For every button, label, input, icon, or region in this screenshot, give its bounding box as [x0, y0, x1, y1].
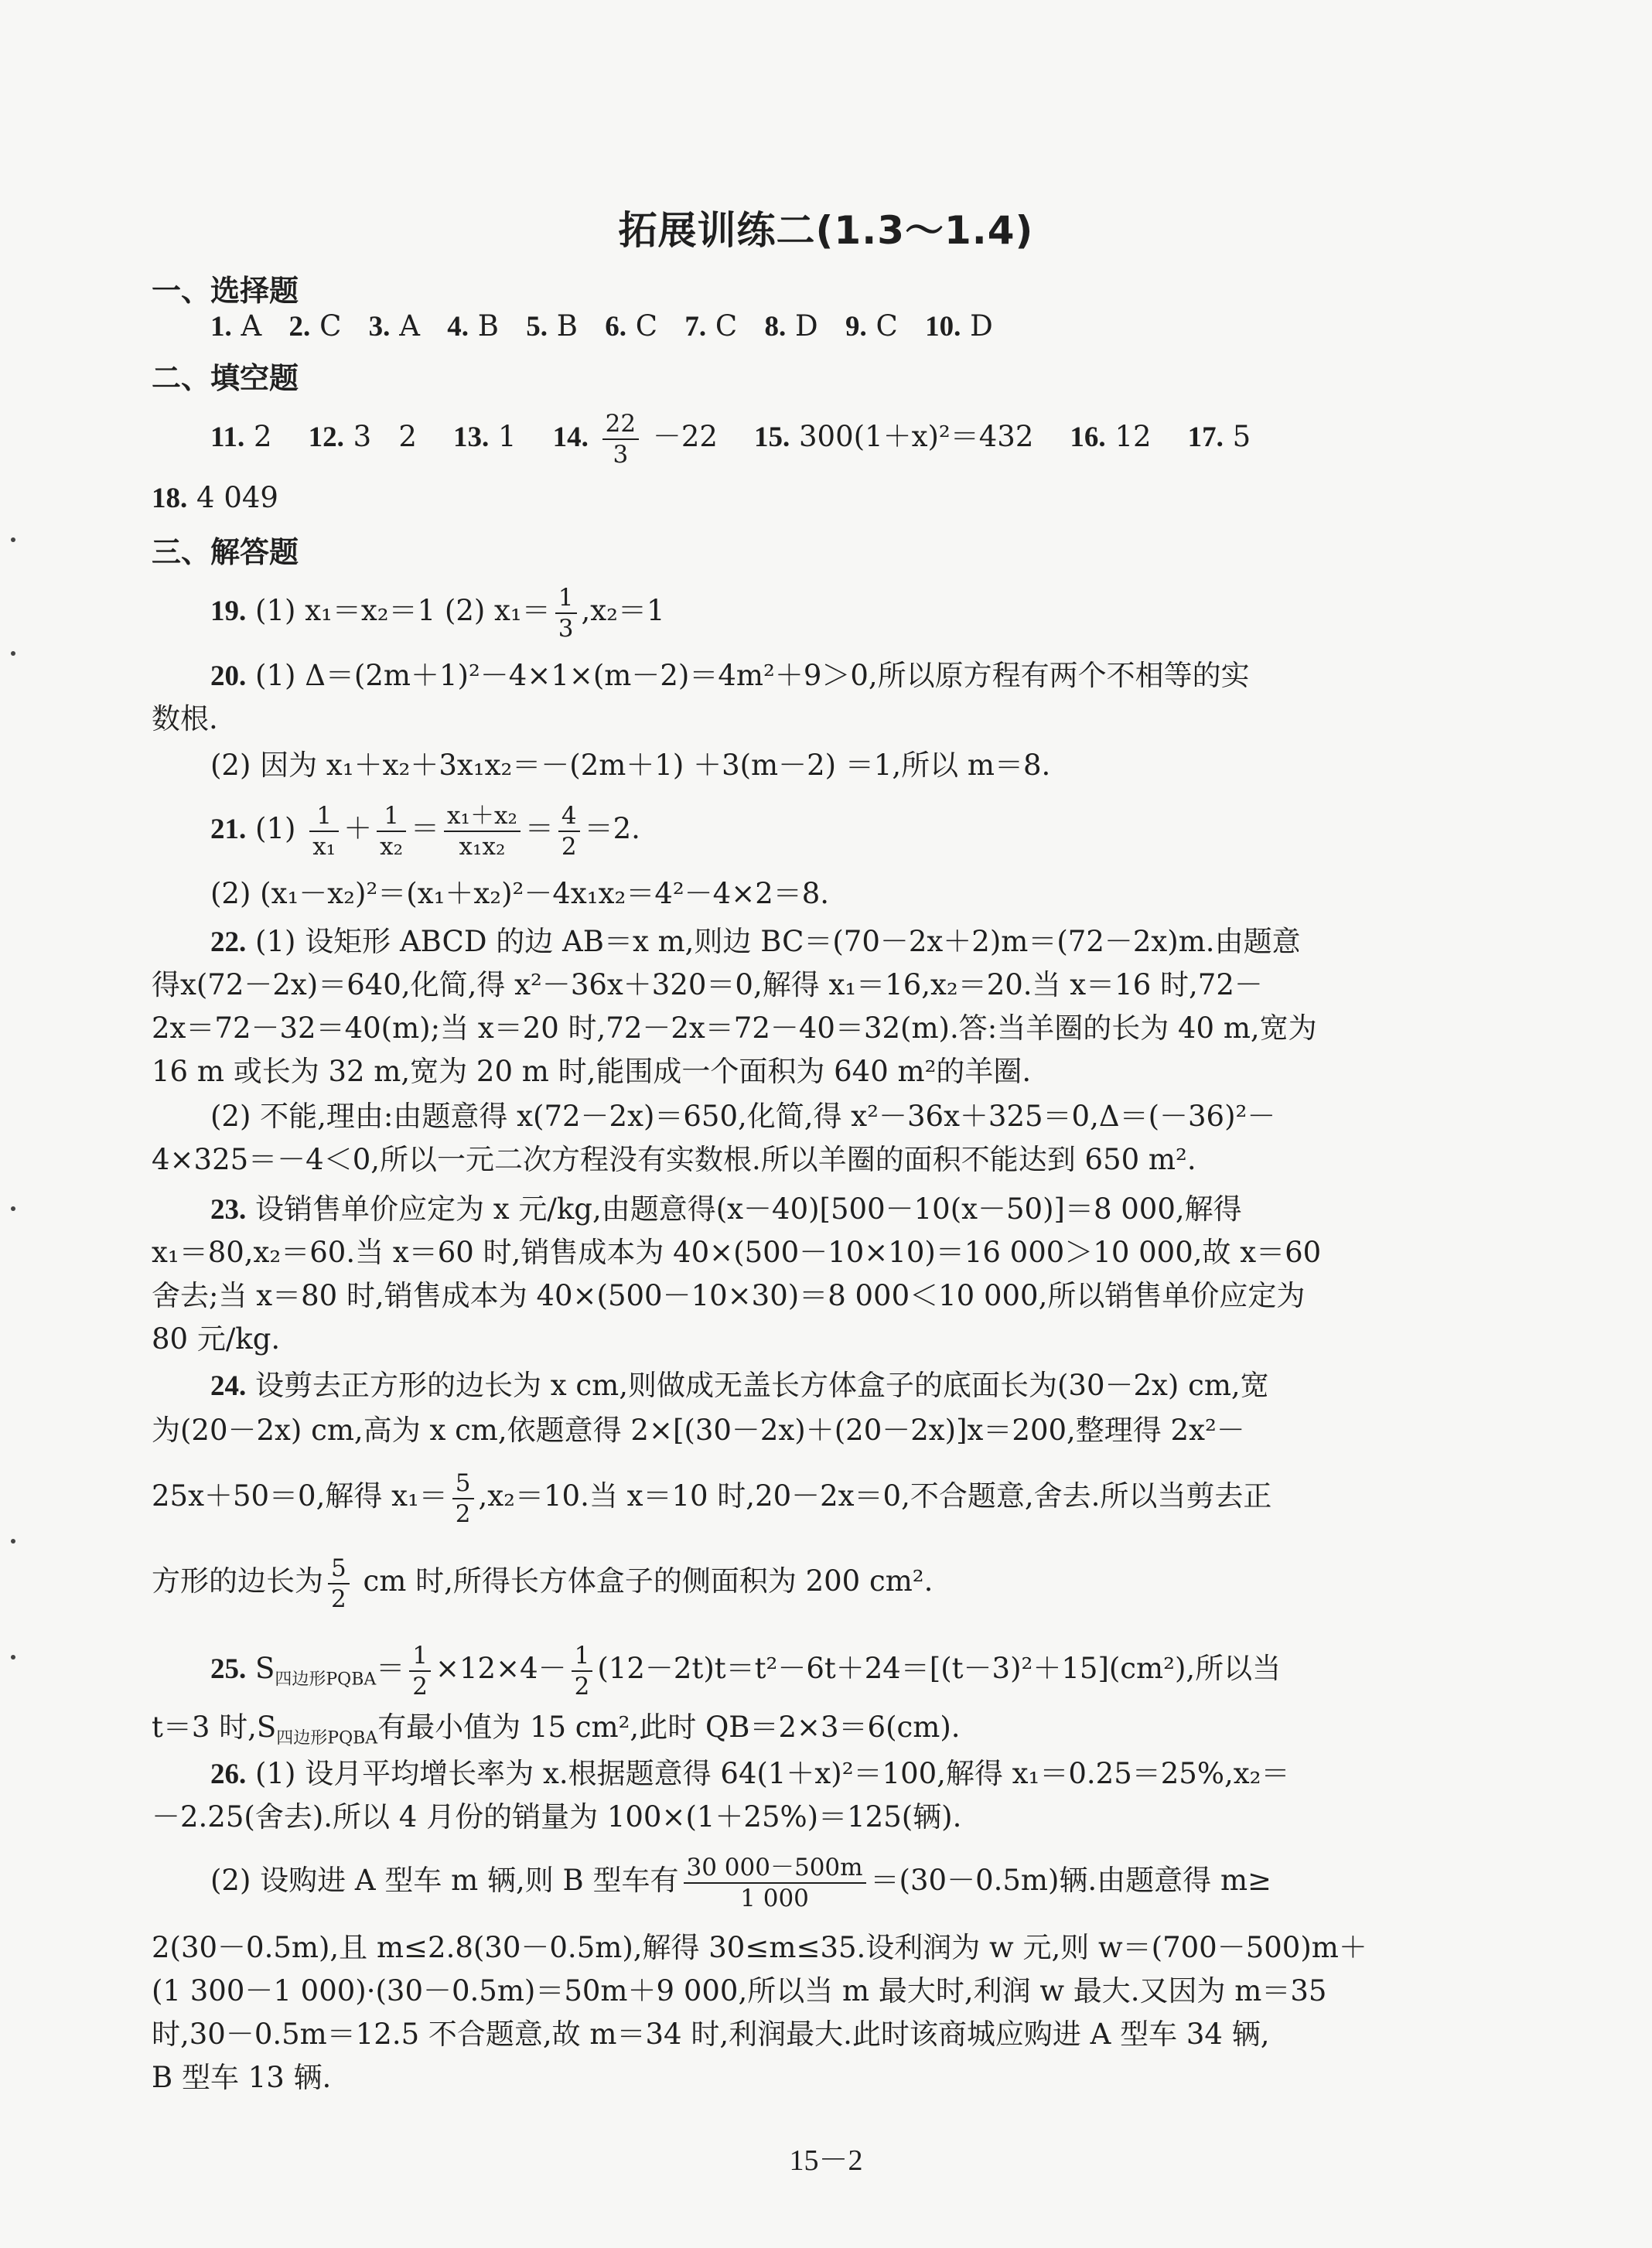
margin-speck: [11, 1539, 15, 1544]
fill-answers: 11. 2 12. 3 2 13. 1 14. $\frac{22}{3}$ －22 15. 300(1＋x)²＝432 16. 12 17. 5: [210, 409, 1251, 469]
fraction: $\frac{5}{2}$: [452, 1469, 474, 1529]
fill-answer-18: 18. 4 049: [152, 481, 278, 514]
fraction: $\frac{1}{3}$: [555, 583, 577, 643]
question-23-line: x₁＝80,x₂＝60.当 x＝60 时,销售成本为 40×(500－10×10)＝16 000＞10 000,故 x＝60: [152, 1236, 1322, 1269]
section-heading-fill: 二、填空题: [152, 361, 299, 395]
choice-answers: [210, 308, 1497, 346]
answer-item: 5. B: [526, 309, 578, 343]
margin-speck: [11, 1206, 15, 1211]
question-21-line: (2) (x₁－x₂)²＝(x₁＋x₂)²－4x₁x₂＝4²－4×2＝8.: [210, 877, 830, 910]
question-20-line: (2) 因为 x₁＋x₂＋3x₁x₂＝－(2m＋1) ＋3(m－2) ＝1,所以 m＝8.: [210, 749, 1051, 782]
fraction: $\frac{22}{3}$: [602, 409, 639, 469]
answer-item: 6. C: [605, 309, 658, 343]
question-19: 19. (1) x₁＝x₂＝1 (2) x₁＝ $\frac{1}{3}$ ,x₂＝1: [210, 583, 665, 643]
answer-item: 10. D: [925, 309, 993, 343]
answer-item: 3. A: [368, 309, 420, 343]
question-24-line: 24. 设剪去正方形的边长为 x cm,则做成无盖长方体盒子的底面长为(30－2x) cm,宽: [210, 1369, 1269, 1402]
question-26-line: (2) 设购进 A 型车 m 辆,则 B 型车有 $\frac{30 000-500m}{1 000}$ ＝(30－0.5m)辆.由题意得 m≥: [210, 1853, 1272, 1912]
question-22-line: 16 m 或长为 32 m,宽为 20 m 时,能围成一个面积为 640 m²的羊圈.: [152, 1055, 1032, 1088]
page-title: 拓展训练二(1.3～1.4): [618, 208, 1034, 253]
answer-item: 7. C: [684, 309, 738, 343]
question-23-line: 舍去;当 x＝80 时,销售成本为 40×(500－10×30)＝8 000＜10 000,所以销售单价应定为: [152, 1279, 1306, 1312]
fraction: $\frac{4}{2}$: [558, 801, 580, 861]
question-20-line: 20. (1) Δ＝(2m＋1)²－4×1×(m－2)＝4m²＋9＞0,所以原方程有两个不相等的实: [210, 659, 1250, 692]
question-23-line: 80 元/kg.: [152, 1322, 281, 1356]
answer-item: 9. C: [845, 309, 898, 343]
question-21-line: 21. (1) $\frac{1}{\text{x₁}}$ ＋ $\frac{1}{\text{x₂}}$ ＝ $\frac{\text{x₁＋x₂}}{\text{x₁x₂}}$ ＝ $\frac{4}{2}$ ＝2.: [210, 801, 640, 861]
question-26-line: (1 300－1 000)·(30－0.5m)＝50m＋9 000,所以当 m 最大时,利润 w 最大.又因为 m＝35: [152, 1974, 1327, 2008]
fraction: $\frac{1}{2}$: [409, 1641, 431, 1701]
question-24-line: 为(20－2x) cm,高为 x cm,依题意得 2×[(30－2x)＋(20－2x)]x＝200,整理得 2x²－: [152, 1414, 1245, 1447]
question-20-line: 数根.: [152, 702, 218, 735]
fraction: $\frac{1}{\text{x₁}}$: [309, 801, 339, 861]
page-number: 15－2: [789, 2144, 863, 2177]
question-22-line: 得x(72－2x)＝640,化简,得 x²－36x＋320＝0,解得 x₁＝16,x₂＝20.当 x＝16 时,72－: [152, 968, 1263, 1001]
fraction: $\frac{1}{2}$: [572, 1641, 593, 1701]
question-24-line: 方形的边长为 $\frac{5}{2}$ cm 时,所得长方体盒子的侧面积为 200 cm².: [152, 1554, 934, 1613]
fraction: $\frac{30 000-500m}{1 000}$: [684, 1853, 866, 1913]
fraction: $\frac{1}{\text{x₂}}$: [377, 801, 406, 861]
question-26-line: 26. (1) 设月平均增长率为 x.根据题意得 64(1＋x)²＝100,解得 x₁＝0.25＝25%,x₂＝: [210, 1757, 1290, 1790]
margin-speck: [11, 651, 15, 656]
section-heading-choice: 一、选择题: [152, 274, 299, 308]
question-22-line: 22. (1) 设矩形 ABCD 的边 AB＝x m,则边 BC＝(70－2x＋2)m＝(72－2x)m.由题意: [210, 925, 1301, 958]
margin-speck: [11, 537, 15, 542]
margin-speck: [11, 1655, 15, 1660]
question-24-line: 25x＋50＝0,解得 x₁＝ $\frac{5}{2}$ ,x₂＝10.当 x＝10 时,20－2x＝0,不合题意,舍去.所以当剪去正: [152, 1469, 1272, 1528]
question-22-line: (2) 不能,理由:由题意得 x(72－2x)＝650,化简,得 x²－36x＋325＝0,Δ＝(－36)²－: [210, 1100, 1276, 1133]
answer-item: 8. D: [764, 309, 818, 343]
question-26-line: 时,30－0.5m＝12.5 不合题意,故 m＝34 时,利润最大.此时该商城应购进 A 型车 34 辆,: [152, 2018, 1270, 2051]
question-26-line: B 型车 13 辆.: [152, 2061, 332, 2094]
question-22-line: 2x＝72－32＝40(m);当 x＝20 时,72－2x＝72－40＝32(m).答:当羊圈的长为 40 m,宽为: [152, 1011, 1317, 1045]
fraction: $\frac{5}{2}$: [328, 1554, 350, 1614]
question-25-line: t＝3 时$,S_{四边形PQBA}$有最小值为 15 cm²,此时 QB＝2×3＝6(cm).: [152, 1711, 961, 1748]
answer-item: 1. A: [210, 309, 262, 343]
section-heading-solve: 三、解答题: [152, 535, 299, 569]
question-26-line: －2.25(舍去).所以 4 月份的销量为 100×(1＋25%)＝125(辆).: [152, 1800, 962, 1834]
question-23-line: 23. 设销售单价应定为 x 元/kg,由题意得(x－40)[500－10(x－50)]＝8 000,解得: [210, 1192, 1242, 1226]
fraction: $\frac{\text{x₁＋x₂}}{\text{x₁x₂}}$: [444, 801, 521, 861]
answer-item: 2. C: [288, 309, 342, 343]
question-25-line: 25. $S_{四边形PQBA}=$ $\frac{1}{2}$ ×12×4－ $\frac{1}{2}$ (12－2t)t＝t²－6t＋24＝[(t－3)²＋15](cm²),所以当: [210, 1641, 1282, 1700]
question-26-line: 2(30－0.5m),且 m≤2.8(30－0.5m),解得 30≤m≤35.设利润为 w 元,则 w＝(700－500)m＋: [152, 1931, 1367, 1964]
answer-item: 4. B: [447, 309, 499, 343]
question-22-line: 4×325＝－4＜0,所以一元二次方程没有实数根.所以羊圈的面积不能达到 650 m².: [152, 1143, 1196, 1176]
